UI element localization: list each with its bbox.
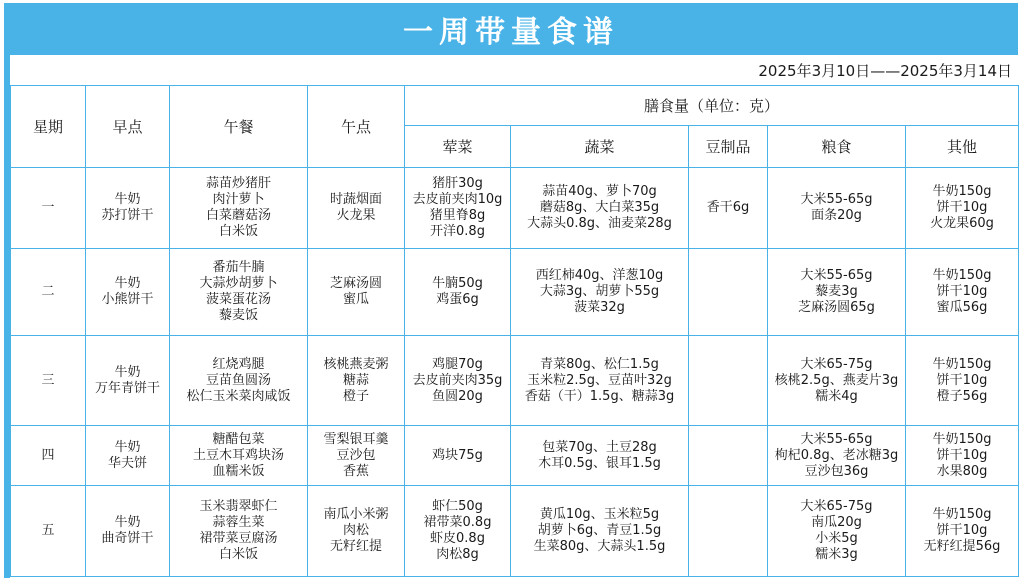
vegetable-line: 生菜80g、大蒜头1.5g [533, 539, 666, 554]
meat-line: 开洋0.8g [430, 224, 485, 239]
soy-cell [689, 249, 768, 336]
vegetable-line: 蒜苗40g、萝卜70g [542, 184, 657, 199]
lunch-cell [170, 336, 308, 426]
grain-line: 大米65-75g [800, 499, 873, 514]
vegetable-line: 大蒜3g、胡萝卜55g [539, 284, 660, 299]
lunch-line: 裙带菜豆腐汤 [199, 531, 278, 546]
lunch-line: 番茄牛腩 [212, 260, 265, 275]
grain-line: 大米55-65g [800, 192, 873, 207]
other-line: 牛奶150g [932, 507, 992, 522]
day-cell: 五 [11, 486, 86, 577]
meat-line: 虾仁50g [432, 499, 483, 514]
menu-body [11, 168, 1019, 577]
day-cell: 一 [11, 168, 86, 249]
vegetable-line: 青菜80g、松仁1.5g [540, 356, 659, 372]
meat-line: 猪里脊8g [429, 208, 486, 223]
day-cell: 二 [11, 249, 86, 336]
menu-table [10, 85, 1019, 577]
lunch-line: 菠菜蛋花汤 [205, 292, 271, 307]
grain-cell [768, 336, 906, 426]
meat-cell [405, 426, 511, 486]
date-range: 2025年3月10日——2025年3月14日 [758, 61, 1012, 80]
header-other: 其他 [906, 126, 1019, 168]
meat-line: 鸡蛋6g [436, 292, 479, 307]
snack-line: 核桃燕麦粥 [323, 356, 389, 372]
lunch-line: 玉米翡翠虾仁 [199, 499, 278, 514]
soy-line: 香干6g [706, 200, 750, 215]
breakfast-line: 牛奶 [114, 192, 141, 207]
lunch-cell [170, 426, 308, 486]
lunch-line: 土豆木耳鸡块汤 [192, 447, 284, 463]
meat-line: 鸡腿70g [432, 356, 483, 372]
lunch-line: 白米饭 [218, 547, 258, 562]
header-meat: 荤菜 [405, 126, 511, 168]
snack-line: 糖蒜 [342, 372, 369, 388]
other-line: 橙子56g [936, 388, 988, 404]
vegetable-line: 玉米粒2.5g、豆苗叶32g [527, 372, 672, 388]
meat-cell [405, 249, 511, 336]
grain-line: 大米65-75g [800, 356, 873, 372]
soy-cell [689, 486, 768, 577]
grain-line: 核桃2.5g、燕麦片3g [774, 372, 899, 388]
table-row [11, 336, 1019, 426]
breakfast-line: 曲奇饼干 [101, 531, 154, 546]
header-soy: 豆制品 [689, 126, 768, 168]
grain-line: 藜麦3g [815, 284, 858, 299]
breakfast-line: 牛奶 [114, 439, 141, 455]
vegetable-line: 香菇（干）1.5g、糖蒜3g [524, 388, 675, 404]
other-line: 饼干10g [936, 447, 988, 463]
grain-line: 芝麻汤圆65g [798, 300, 875, 315]
meat-line: 牛腩50g [432, 276, 483, 291]
vegetable-cell [511, 336, 689, 426]
lunch-line: 肉汁萝卜 [212, 192, 265, 207]
snack-line: 豆沙包 [336, 447, 376, 463]
lunch-line: 蒜苗炒猪肝 [205, 176, 271, 191]
other-line: 饼干10g [936, 372, 988, 388]
lunch-line: 松仁玉米菜肉咸饭 [186, 388, 291, 404]
breakfast-cell [86, 426, 170, 486]
breakfast-line: 苏打饼干 [101, 208, 154, 223]
lunch-line: 豆苗鱼圆汤 [205, 372, 271, 388]
snack-line: 肉松 [342, 523, 369, 538]
grain-cell [768, 168, 906, 249]
lunch-line: 糖醋包菜 [212, 431, 265, 447]
other-line: 牛奶150g [932, 431, 992, 447]
vegetable-line: 胡萝卜6g、青豆1.5g [537, 523, 662, 538]
meat-line: 肉松8g [436, 547, 479, 562]
day-cell: 三 [11, 336, 86, 426]
other-line: 火龙果60g [930, 216, 994, 231]
breakfast-line: 牛奶 [114, 276, 141, 291]
grain-line: 豆沙包36g [804, 463, 869, 479]
vegetable-cell [511, 168, 689, 249]
vegetable-line: 包菜70g、土豆28g [542, 439, 657, 455]
snack-line: 时蔬烟面 [329, 192, 382, 207]
lunch-line: 白米饭 [218, 224, 258, 239]
meat-line: 鱼圆20g [432, 388, 483, 404]
other-cell [906, 426, 1019, 486]
lunch-cell [170, 486, 308, 577]
snack-line: 芝麻汤圆 [329, 276, 382, 291]
breakfast-line: 华夫饼 [107, 455, 147, 471]
lunch-line: 白菜蘑菇汤 [205, 208, 271, 223]
vegetable-line: 西红柿40g、洋葱10g [535, 268, 664, 283]
other-cell [906, 486, 1019, 577]
other-cell [906, 336, 1019, 426]
grain-line: 面条20g [811, 208, 862, 223]
menu-sheet [10, 55, 1018, 578]
header-snack: 午点 [308, 86, 405, 168]
snack-line: 香蕉 [342, 463, 369, 479]
grain-line: 小米5g [815, 531, 858, 546]
grain-cell [768, 486, 906, 577]
lunch-line: 血糯米饭 [212, 463, 265, 479]
snack-line: 雪梨银耳羹 [323, 431, 389, 447]
table-row [11, 249, 1019, 336]
grain-line: 大米55-65g [800, 431, 873, 447]
lunch-cell [170, 168, 308, 249]
table-row [11, 486, 1019, 577]
grain-line: 大米55-65g [800, 268, 873, 283]
other-line: 蜜瓜56g [936, 300, 988, 315]
other-line: 牛奶150g [932, 268, 992, 283]
snack-cell [308, 249, 405, 336]
header-day: 星期 [11, 86, 86, 168]
meat-line: 裙带菜0.8g [423, 515, 492, 530]
lunch-line: 藜麦饭 [218, 308, 258, 323]
meat-line: 鸡块75g [432, 447, 483, 463]
meat-line: 猪肝30g [432, 176, 483, 191]
day-cell: 四 [11, 426, 86, 486]
breakfast-line: 牛奶 [114, 364, 141, 380]
meat-line: 去皮前夹肉35g [412, 372, 503, 388]
breakfast-cell [86, 168, 170, 249]
snack-line: 南瓜小米粥 [323, 507, 389, 522]
other-line: 牛奶150g [932, 184, 992, 199]
header-vegetable: 蔬菜 [511, 126, 689, 168]
grain-line: 糯米4g [815, 388, 858, 404]
other-line: 水果80g [936, 463, 988, 479]
breakfast-cell [86, 249, 170, 336]
other-line: 无籽红提56g [923, 539, 1001, 554]
meat-cell [405, 168, 511, 249]
page-title: 一周带量食谱 [403, 15, 619, 50]
snack-line: 无籽红提 [329, 539, 382, 554]
meat-line: 虾皮0.8g [430, 531, 485, 546]
vegetable-cell [511, 426, 689, 486]
snack-line: 蜜瓜 [342, 292, 369, 307]
breakfast-line: 小熊饼干 [101, 292, 154, 307]
grain-line: 糯米3g [815, 547, 858, 562]
menu-frame [4, 3, 1018, 578]
header-lunch: 午餐 [170, 86, 308, 168]
lunch-cell [170, 249, 308, 336]
meat-line: 去皮前夹肉10g [412, 192, 503, 207]
other-line: 饼干10g [936, 523, 988, 538]
table-row [11, 426, 1019, 486]
soy-cell [689, 168, 768, 249]
vegetable-line: 木耳0.5g、银耳1.5g [538, 455, 661, 471]
header-breakfast: 早点 [86, 86, 170, 168]
grain-cell [768, 426, 906, 486]
vegetable-cell [511, 486, 689, 577]
other-line: 牛奶150g [932, 356, 992, 372]
grain-cell [768, 249, 906, 336]
lunch-line: 红烧鸡腿 [212, 356, 265, 372]
snack-cell [308, 168, 405, 249]
breakfast-line: 牛奶 [114, 515, 141, 530]
snack-cell [308, 486, 405, 577]
other-line: 饼干10g [936, 200, 988, 215]
breakfast-cell [86, 336, 170, 426]
other-line: 饼干10g [936, 284, 988, 299]
vegetable-line: 黄瓜10g、玉米粒5g [539, 507, 660, 522]
lunch-line: 蒜蓉生菜 [212, 515, 265, 530]
soy-cell [689, 426, 768, 486]
meat-cell [405, 336, 511, 426]
vegetable-line: 菠菜32g [574, 300, 625, 315]
header-grain: 粮食 [768, 126, 906, 168]
breakfast-cell [86, 486, 170, 577]
grain-line: 枸杞0.8g、老冰糖3g [774, 447, 899, 463]
other-cell [906, 168, 1019, 249]
table-row [11, 168, 1019, 249]
breakfast-line: 万年青饼干 [94, 380, 160, 396]
snack-cell [308, 426, 405, 486]
grain-line: 南瓜20g [811, 515, 862, 530]
snack-line: 火龙果 [336, 208, 376, 223]
other-cell [906, 249, 1019, 336]
lunch-line: 大蒜炒胡萝卜 [199, 276, 278, 291]
vegetable-line: 大蒜头0.8g、油麦菜28g [527, 216, 672, 231]
snack-line: 橙子 [342, 388, 369, 404]
snack-cell [308, 336, 405, 426]
header-intake: 膳食量（单位：克） [405, 86, 1019, 126]
meat-cell [405, 486, 511, 577]
vegetable-line: 蘑菇8g、大白菜35g [539, 200, 660, 215]
vegetable-cell [511, 249, 689, 336]
soy-cell [689, 336, 768, 426]
